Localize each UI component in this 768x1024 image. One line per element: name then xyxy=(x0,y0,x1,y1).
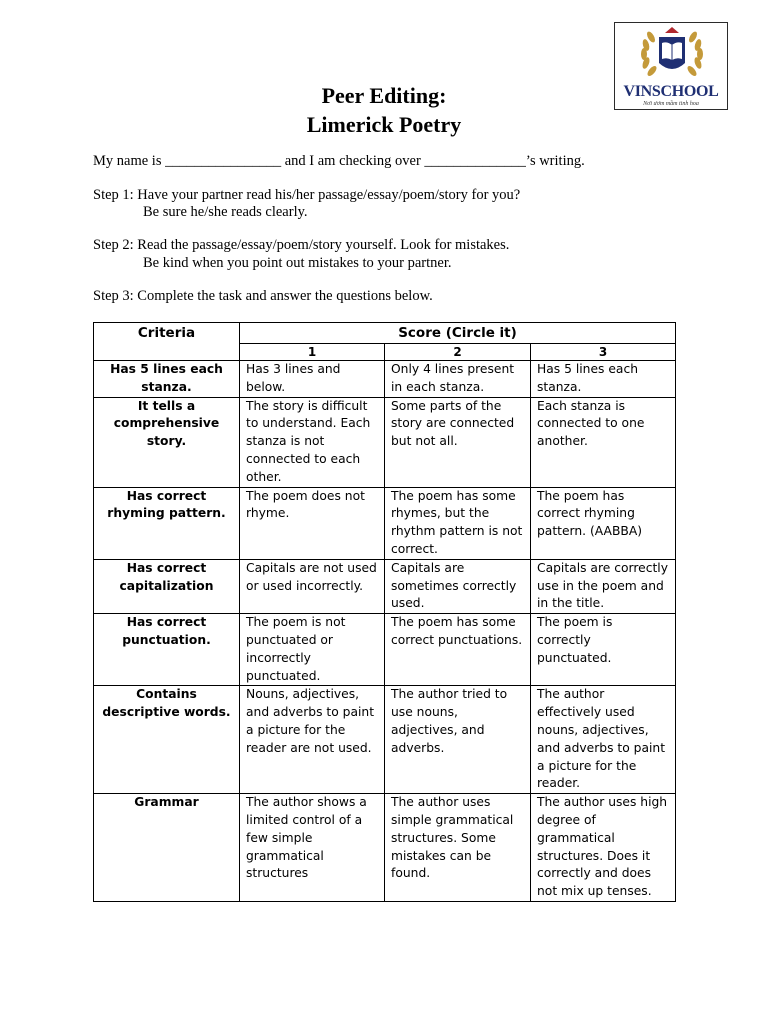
score-cell[interactable]: The poem does not rhyme. xyxy=(240,487,385,559)
step2-text: Step 2: Read the passage/essay/poem/story yourself. Look for mistakes. xyxy=(93,237,510,253)
score-header: Score (Circle it) xyxy=(240,323,676,344)
table-row xyxy=(94,487,676,559)
step1-text: Step 1: Have your partner read his/her passage/essay/poem/story for you? xyxy=(93,187,521,203)
score-cell[interactable]: The author effectively used nouns, adjectives, and adverbs to paint a picture for the reader. xyxy=(531,686,676,794)
criterion-cell: Has correct capitalization xyxy=(94,559,240,613)
criterion-cell: Grammar xyxy=(94,794,240,902)
score-cell[interactable]: The poem is correctly punctuated. xyxy=(531,614,676,686)
logo-slogan: Nơi ươm mầm tinh hoa xyxy=(643,101,699,107)
score-cell[interactable]: The author tried to use nouns, adjectives, and adverbs. xyxy=(385,686,531,794)
score-level-1: 1 xyxy=(240,344,385,361)
score-cell[interactable]: Each stanza is connected to one another. xyxy=(531,397,676,487)
name-line: My name is ________________ and I am checking over ______________’s writing. xyxy=(93,153,585,169)
table-row xyxy=(94,361,676,398)
table-row xyxy=(94,559,676,613)
score-cell[interactable]: Nouns, adjectives, and adverbs to paint a picture for the reader are not used. xyxy=(240,686,385,794)
score-cell[interactable]: The poem has correct rhyming pattern. (AABBA) xyxy=(531,487,676,559)
table-row xyxy=(94,686,676,794)
score-level-3: 3 xyxy=(531,344,676,361)
score-cell[interactable]: Capitals are not used or used incorrectly. xyxy=(240,559,385,613)
rubric-table xyxy=(93,322,676,902)
score-cell[interactable]: Capitals are sometimes correctly used. xyxy=(385,559,531,613)
table-row xyxy=(94,794,676,902)
criterion-cell: Has 5 lines each stanza. xyxy=(94,361,240,398)
score-cell[interactable]: The author uses simple grammatical structures. Some mistakes can be found. xyxy=(385,794,531,902)
criterion-cell: It tells a comprehensive story. xyxy=(94,397,240,487)
score-level-2: 2 xyxy=(385,344,531,361)
criteria-header: Criteria xyxy=(94,323,240,361)
score-cell[interactable]: The poem has some correct punctuations. xyxy=(385,614,531,686)
score-cell[interactable]: Some parts of the story are connected but not all. xyxy=(385,397,531,487)
table-header-row xyxy=(94,323,676,344)
criterion-cell: Has correct rhyming pattern. xyxy=(94,487,240,559)
score-cell[interactable]: Only 4 lines present in each stanza. xyxy=(385,361,531,398)
page-title: Peer Editing: xyxy=(321,83,447,108)
score-cell[interactable]: Has 5 lines each stanza. xyxy=(531,361,676,398)
step1-sub-text: Be sure he/she reads clearly. xyxy=(143,204,308,220)
score-cell[interactable]: The story is difficult to understand. Each stanza is not connected to each other. xyxy=(240,397,385,487)
score-cell[interactable]: The poem has some rhymes, but the rhythm pattern is not correct. xyxy=(385,487,531,559)
logo-name: VINSCHOOL xyxy=(623,83,719,100)
score-cell[interactable]: The author uses high degree of grammatical structures. Does it correctly and does not mix up tenses. xyxy=(531,794,676,902)
table-row xyxy=(94,614,676,686)
criterion-cell: Contains descriptive words. xyxy=(94,686,240,794)
page-subtitle: Limerick Poetry xyxy=(306,112,462,137)
score-cell[interactable]: Capitals are correctly use in the poem and in the title. xyxy=(531,559,676,613)
laurel-book-emblem-icon xyxy=(615,23,729,85)
step3-text: Step 3: Complete the task and answer the questions below. xyxy=(93,288,433,304)
score-cell[interactable]: The author shows a limited control of a few simple grammatical structures xyxy=(240,794,385,902)
step2-sub-text: Be kind when you point out mistakes to your partner. xyxy=(143,255,452,271)
table-row xyxy=(94,397,676,487)
score-cell[interactable]: The poem is not punctuated or incorrectly punctuated. xyxy=(240,614,385,686)
score-cell[interactable]: Has 3 lines and below. xyxy=(240,361,385,398)
criterion-cell: Has correct punctuation. xyxy=(94,614,240,686)
